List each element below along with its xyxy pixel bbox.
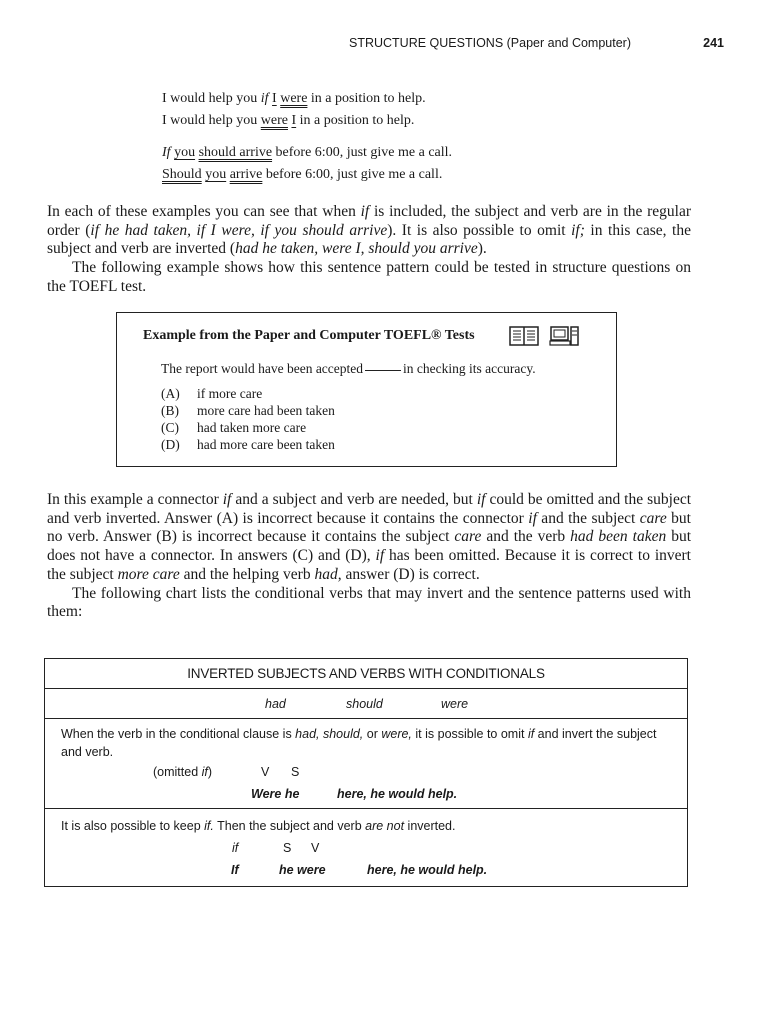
chart-title: INVERTED SUBJECTS AND VERBS WITH CONDITIONALS	[45, 659, 687, 689]
example-sentence-3: If you should arrive before 6:00, just give me a call.	[162, 145, 453, 160]
chart-verb: were	[441, 697, 469, 711]
answer-blank	[365, 370, 401, 371]
pattern-subject-label: S	[283, 841, 292, 855]
answer-option: (B) more care had been taken	[161, 403, 335, 418]
book-icon	[509, 326, 539, 346]
section-keep-if-text: It is also possible to keep if. Then the subject and verb are not inverted.	[61, 819, 456, 833]
computer-icon	[549, 326, 579, 346]
conditionals-chart	[44, 658, 688, 887]
chart-section-keep-if	[45, 809, 687, 886]
toefl-example-box	[116, 312, 617, 467]
answer-option: (D) had more care been taken	[161, 437, 335, 452]
answer-options	[161, 385, 335, 453]
pattern-verb-label: V	[261, 765, 270, 779]
example-sentence-1: I would help you if I were in a position to help.	[162, 91, 426, 106]
pattern-example-subject-verb: he were	[279, 863, 326, 877]
explanation-paragraph-1: In each of these examples you can see that when if is included, the subject and verb are in the regular order (if he had taken, if I were, if you should arrive). It is also possible to omit if; in this case, the subject and verb are inverted (had he taken, were I, should you arrive). The following example shows how this sentence pattern could be tested in structure questions on the TOEFL test.	[47, 203, 691, 295]
pattern-example-rest: here, he would help.	[337, 787, 458, 801]
pattern-subject-label: S	[291, 765, 300, 779]
answer-option: (A) if more care	[161, 386, 263, 401]
pattern-verb-label: V	[311, 841, 320, 855]
pattern-if-label: if	[232, 841, 239, 855]
toefl-question: The report would have been accepted in checking its accuracy.	[161, 361, 536, 376]
chart-verbs-row	[45, 689, 687, 719]
pattern-example-rest: here, he would help.	[367, 863, 488, 877]
running-header-title: STRUCTURE QUESTIONS (Paper and Computer)	[348, 36, 631, 50]
section-omit-if-text: When the verb in the conditional clause is had, should, or were, it is possible to omit if and invert the subject and verb.	[61, 727, 657, 759]
example-sentence-2: I would help you were I in a position to help.	[162, 113, 415, 128]
example-sentence-4: Should you arrive before 6:00, just give me a call.	[162, 167, 443, 182]
toefl-example-heading: Example from the Paper and Computer TOEFL® Tests	[143, 328, 475, 343]
explanation-paragraph-2: In this example a connector if and a subject and verb are needed, but if could be omitted and the subject and verb inverted. Answer (A) is incorrect because it contains the connector if and the subject care but no verb. Answer (B) is incorrect because it contains the subject care and the verb had been taken but does not have a connector. In answers (C) and (D), if has been omitted. Because it is correct to invert the subject more care and the helping verb had, answer (D) is correct. The following chart lists the conditional verbs that may invert and the sentence patterns used with them:	[47, 491, 692, 621]
chart-verb: had	[265, 697, 286, 711]
omitted-if-label: (omitted if)	[153, 765, 213, 779]
chart-section-omit-if	[45, 719, 687, 809]
page-number: 241	[703, 36, 724, 50]
pattern-example-if: If	[231, 863, 239, 877]
answer-option: (C) had taken more care	[161, 420, 307, 435]
pattern-example-inverted: Were he	[251, 787, 300, 801]
chart-verb: should	[346, 697, 383, 711]
